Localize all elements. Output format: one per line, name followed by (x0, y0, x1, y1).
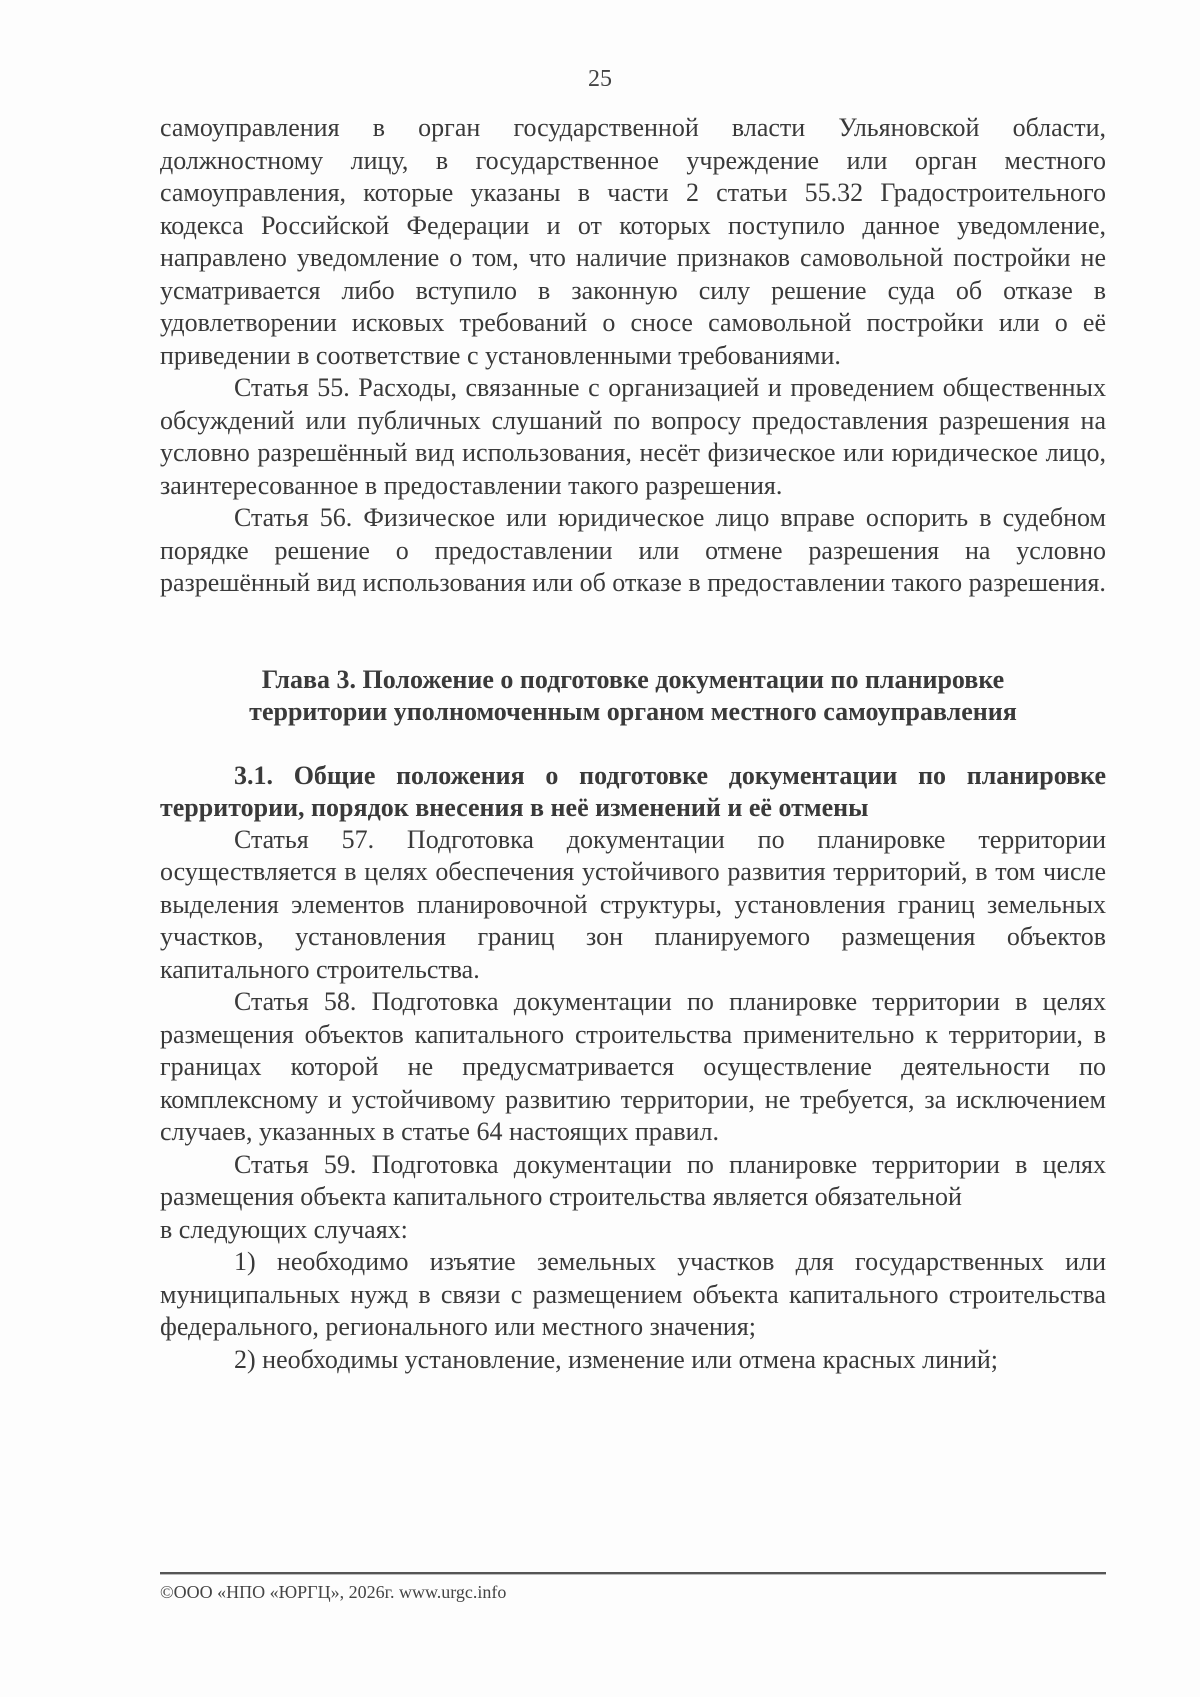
list-item-1: 1) необходимо изъятие земельных участков для государственных или муниципальных нужд в связи с размещением объекта капитального строительства федерального, регионального или местного значения; (160, 1247, 1106, 1341)
page-number: 25 (588, 66, 612, 92)
article-55: Статья 55. Расходы, связанные с организацией и проведением общественных обсуждений или публичных слушаний по вопросу предоставления разрешения на условно разрешённый вид использования, несёт физическое или юридическое лицо, заинтересованное в предоставлении такого разрешения. (160, 373, 1106, 500)
article-59-continuation: в следующих случаях: (160, 1214, 408, 1244)
footer-copyright: ©ООО «НПО «ЮРГЦ», 2026г. www.urgc.info (160, 1582, 507, 1602)
footer-divider (160, 1572, 1106, 1574)
article-57: Статья 57. Подготовка документации по планировке территории осуществляется в целях обеспечения устойчивого развития территорий, в том числе выделения элементов планировочной структуры, установления границ земельных участков, установления границ зон планируемого размещения объектов капитального строительства. (160, 824, 1106, 984)
chapter-heading-line-1: Глава 3. Положение о подготовке документации по планировке (261, 664, 1005, 694)
list-item-2: 2) необходимы установление, изменение или отмена красных линий; (234, 1344, 999, 1374)
page-content (160, 112, 1106, 1376)
spacer (160, 728, 1106, 760)
chapter-heading-line-2: территории уполномоченным органом местного самоуправления (249, 696, 1017, 726)
section-heading: 3.1. Общие положения о подготовке документации по планировке территории, порядок внесения в неё изменений и её отмены (160, 760, 1106, 822)
spacer (160, 600, 1106, 664)
article-58: Статья 58. Подготовка документации по планировке территории в целях размещения объектов капитального строительства применительно к территории, в границах которой не предусматривается осуществление деятельности по комплексному и устойчивому развитию территории, не требуется, за исключением случаев, указанных в статье 64 настоящих правил. (160, 987, 1106, 1146)
paragraph-continuation: самоуправления в орган государственной власти Ульяновской области, должностному лицу, в государственное учреждение или орган местного самоуправления, которые указаны в части 2 статьи 55.32 Градостроительного кодекса Российской Федерации и от которых поступило данное уведомление, направлено уведомление о том, что наличие признаков самовольной постройки не усматривается либо вступило в законную силу решение суда об отказе в удовлетворении исковых требований о сносе самовольной постройки или о её приведении в соответствие с установленными требованиями. (160, 113, 1106, 370)
article-59: Статья 59. Подготовка документации по планировке территории в целях размещения объекта капитального строительства является обязательной (160, 1149, 1106, 1211)
article-56: Статья 56. Физическое или юридическое лицо вправе оспорить в судебном порядке решение о предоставлении или отмене разрешения на условно разрешённый вид использования или об отказе в предоставлении такого разрешения. (160, 503, 1106, 597)
